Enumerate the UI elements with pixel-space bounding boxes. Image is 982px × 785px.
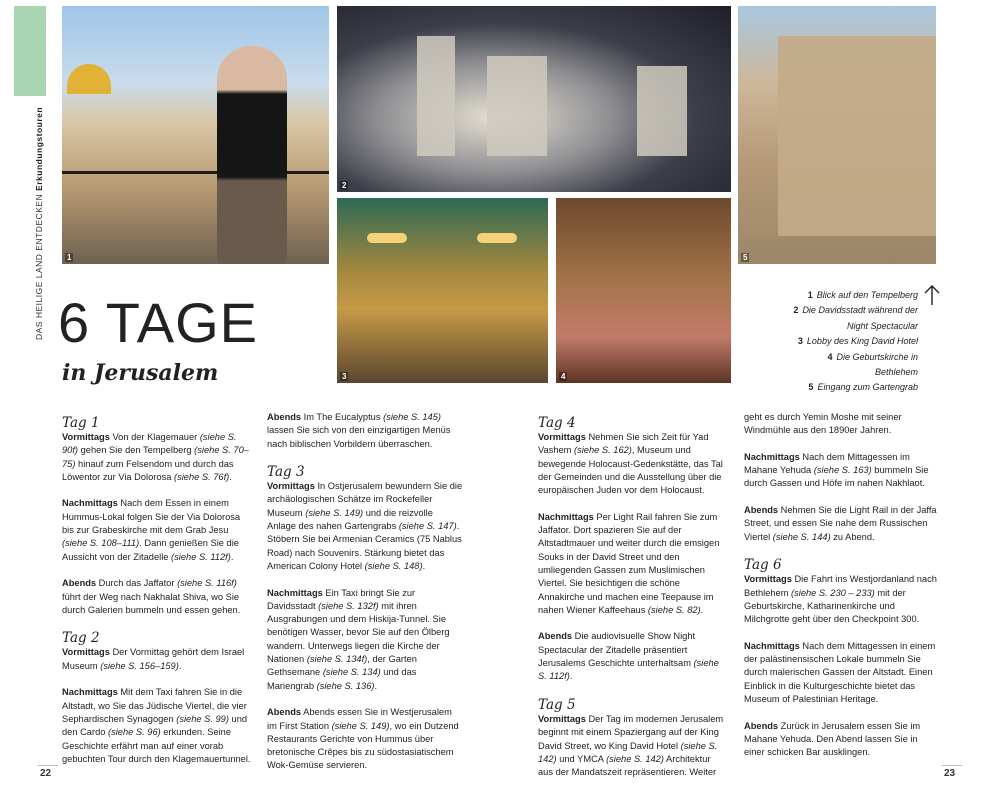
paragraph: Vormittags In Ostjerusalem bewundern Sie die archäologischen Schätze im Rockefeller Museum (siehe S. 149) und die reizvolle Anlage des nahen Gartengrabs (siehe S. 147). Stöbern Sie bei Armenian Ceramics (75 Nablus Road) nach Souvenirs. Stärkung bietet das American Colony Hotel (siehe S. 148). [267,481,463,571]
page-number-rule [38,765,58,766]
photo-number: 5 [743,253,748,262]
paragraph: Abends Die audiovisuelle Show Night Spectacular der Zitadelle präsentiert Jerusalems Geschichte unterhaltsam (siehe S. 112f). [538,631,719,682]
text-column-3 [538,411,728,785]
photo-number: 2 [342,181,347,190]
day-heading: Tag 2 [62,630,100,647]
paragraph: Vormittags Der Tag im modernen Jerusalem beginnt mit einem Spaziergang auf der King David Street, wo King David Hotel (siehe S. 142) und YMCA (siehe S. 142) Architektur aus der Mandatszeit repräsentieren. Weiter [538,713,724,778]
paragraph: Vormittags Nehmen Sie sich Zeit für Yad Vashem (siehe S. 162), Museum und bewegende Holocaust-Gedenkstätte, das Tal der Gemeinden und die Ausstellung über die europäischen Juden vor dem Holocaust. [538,432,723,496]
section-name: DAS HEILIGE LAND ENTDECKEN [34,193,44,340]
caption-item: 4 Die Geburtskirche in Bethlehem [827,351,918,378]
lamp-shape [367,233,407,243]
running-header [34,107,44,340]
day-heading: Tag 6 [744,557,782,574]
photo-night-spectacular [337,6,731,192]
lamp-shape [477,233,517,243]
photo-garden-tomb [738,6,936,264]
caption-item: 3 Lobby des King David Hotel [797,336,918,347]
tower-shape [487,56,547,156]
page-title: 6 TAGE [58,291,259,354]
paragraph: Nachmittags Nach dem Mittagessen im Mahane Yehuda (siehe S. 163) bummeln Sie durch Gassen und Höfe im nahen Nakhlaot. [744,451,929,489]
page-number-right: 23 [944,768,956,779]
text-column-4 [744,411,940,773]
person-shape [217,46,287,264]
photo-church-of-nativity [556,198,731,383]
photo-temple-mount [62,6,329,264]
paragraph: Vormittags Von der Klagemauer (siehe S. 90f) gehen Sie den Tempelberg (siehe S. 70–75) hinauf zum Felsendom und durch das Löwentor zur Via Dolorosa (siehe S. 76f). [62,432,249,482]
paragraph: Abends Durch das Jaffator (siehe S. 116f) führt der Weg nach Nakhalat Shiva, wo Sie durch Galerien bummeln und essen gehen. [62,578,241,615]
day-heading: Tag 1 [62,415,100,431]
photo-king-david-lobby [337,198,548,383]
page-number-rule [942,765,962,766]
paragraph: Abends Im The Eucalyptus (siehe S. 145) lassen Sie sich von den einzigartigen Menüs nach biblischen Vorbildern überraschen. [267,412,451,449]
day-heading: Tag 5 [538,696,576,713]
paragraph: Abends Zurück in Jerusalem essen Sie im Mahane Yehuda. Den Abend lassen Sie in einer schicken Bar ausklingen. [744,720,921,758]
text-column-1 [62,411,254,779]
chapter-color-tab [14,6,46,96]
chapter-name: Erkundungstouren [34,106,44,191]
railing-shape [62,171,329,174]
paragraph: Abends Abends essen Sie in Westjerusalem im First Station (siehe S. 149), wo ein Dutzend Restaurants Gerichte von Hummus über bretonische Crêpes bis zu südostasiatischem Wok-Gemüse servieren. [267,707,459,771]
tower-shape [417,36,455,156]
wall-shape [778,36,936,236]
photo-number: 1 [67,253,72,262]
caption-item: 5 Eingang zum Gartengrab [808,382,918,393]
paragraph: Nachmittags Nach dem Essen in einem Hummus-Lokal folgen Sie der Via Dolorosa bis zur Grabeskirche mit dem Grab Jesu (siehe S. 108–111). Dann genießen Sie die Aussicht von der Zitadelle (siehe S. 112f). [62,498,241,562]
caption-item: 2 Die Davidsstadt während der Night Spectacular [793,305,918,331]
tower-shape [637,66,687,156]
paragraph: Vormittags Die Fahrt ins Westjordanland nach Bethlehem (siehe S. 230 – 233) mit der Geburtskirche, Katharinenkirche und Milchgrotte geht über den Checkpoint 300. [744,574,937,625]
day-heading: Tag 3 [267,464,305,481]
text-column-2 [267,411,463,785]
dome-shape [67,64,111,94]
arrow-up-icon [923,284,941,306]
photo-captions [784,288,918,396]
day-heading: Tag 4 [538,415,576,431]
photo-number: 3 [342,372,347,381]
paragraph: geht es durch Yemin Moshe mit seiner Windmühle aus den 1890er Jahren. [744,412,902,436]
paragraph: Nachmittags Nach dem Mittagessen in einem der palästinensischen Lokale bummeln Sie durch malerischen Gassen der Altstadt. Einen Einblick in die Kulturgeschichte bietet das Museum of Palestinian Heritage. [744,640,936,704]
paragraph: Abends Nehmen Sie die Light Rail in der Jaffa Street, und essen Sie nahe dem Russischen Viertel (siehe S. 144) zu Abend. [744,505,937,542]
paragraph: Nachmittags Mit dem Taxi fahren Sie in die Altstadt, wo Sie das Jüdische Viertel, die vier Sephardischen Synagogen (siehe S. 99) und den Cardo (siehe S. 96) erkunden. Seine Geschichte erfährt man auf einer vorab gebuchten Tour durch den Klagemauertunnel. [62,687,251,764]
photo-number: 4 [561,372,566,381]
page-number-left: 22 [40,768,52,779]
page-subtitle: in Jerusalem [62,360,219,386]
paragraph: Vormittags Der Vormittag gehört dem Israel Museum (siehe S. 156–159). [62,647,245,671]
caption-item: 1 Blick auf den Tempelberg [807,290,918,300]
paragraph: Nachmittags Per Light Rail fahren Sie zum Jaffator. Dort spazieren Sie auf der Altstadtmauer und weiter durch die emsigen Souks in der David Street und den umliegenden Gassen zum Muslimischen Viertel. Sie besichtigen die schöne Annakirche und machen eine Teepause im nahen Wiener Kaffeehaus (siehe S. 82). [538,511,720,615]
paragraph: Nachmittags Ein Taxi bringt Sie zur Davidsstadt (siehe S. 132f) mit ihren Ausgrabungen und dem Hiskija-Tunnel. Sie benötigen Wasser, bevor Sie auf den Ölberg wandern. Unterwegs liegen die Kirche der Nationen (siehe S. 134f), der Garten Gethsemane (siehe S. 134) und das Mariengrab (siehe S. 136). [267,587,450,691]
